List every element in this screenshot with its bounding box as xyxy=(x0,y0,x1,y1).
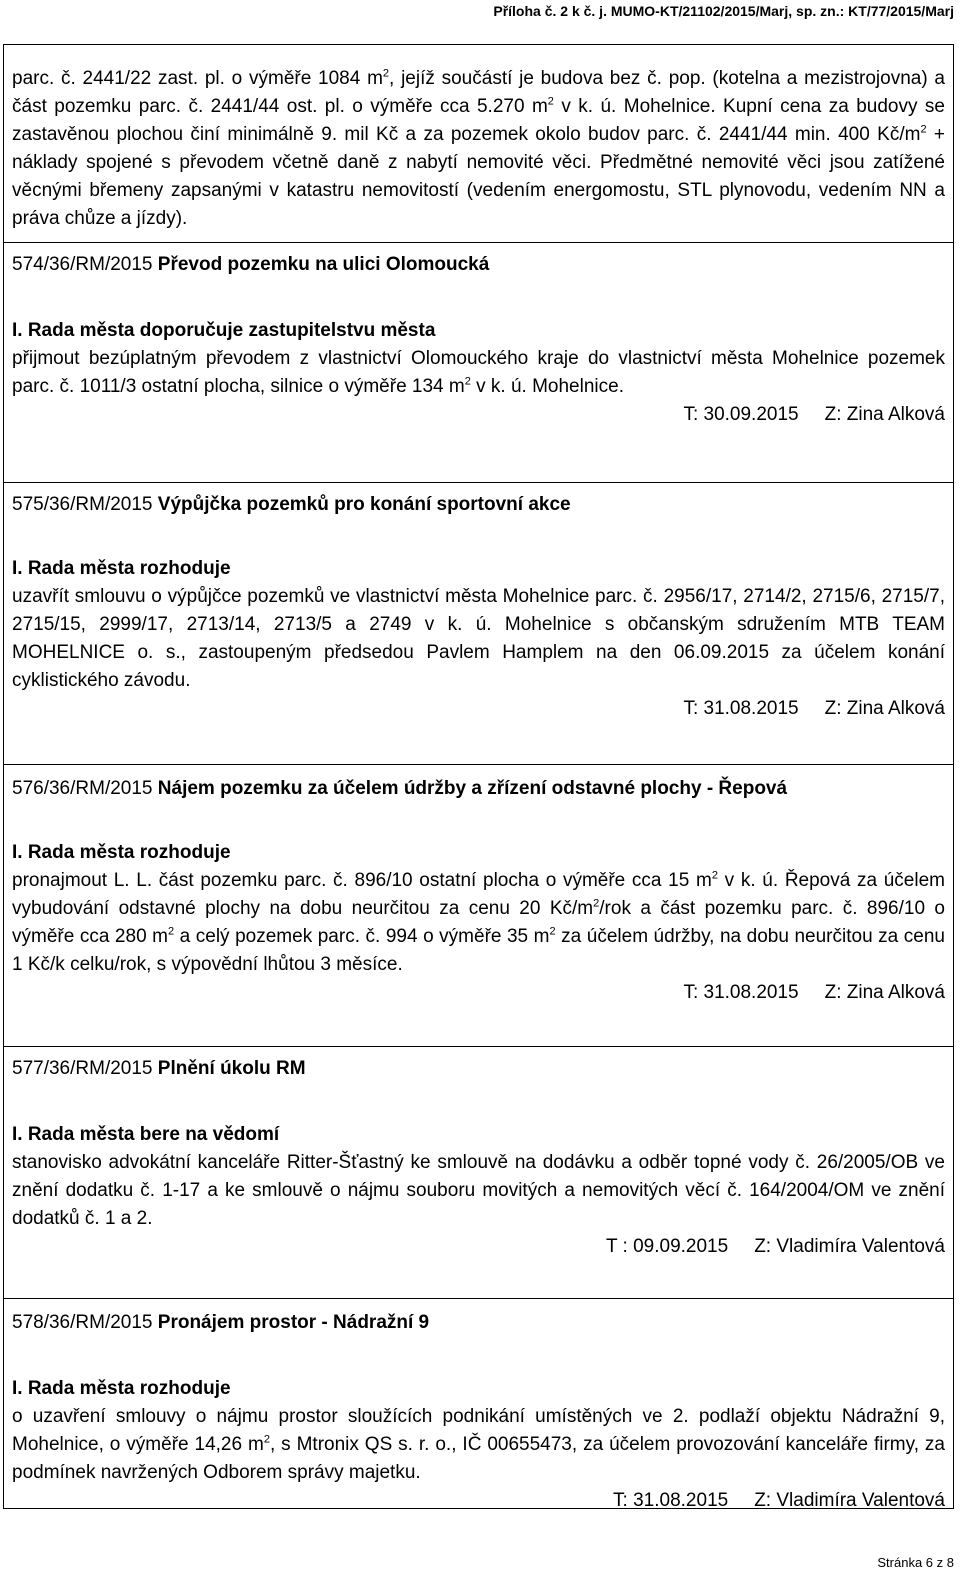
term-line xyxy=(606,1233,945,1261)
term-line xyxy=(613,1487,945,1515)
resolution-574 xyxy=(4,243,953,483)
resolution-578 xyxy=(4,1299,953,1510)
deadline: T: 30.09.2015 xyxy=(683,404,799,425)
page-number: Stránka 6 z 8 xyxy=(877,1555,954,1570)
resolution-text: pronajmout L. L. část pozemku parc. č. 896/10 ostatní plocha o výměře cca 15 $m^2$ v k. ú. Řepová za účelem vybudování odstavné plochy na dobu neurčitou za cenu 20 $Kč/m^2$/rok a část pozemku parc. č. 896/10 o výměře cca 280 $m^2$ a celý pozemek parc. č. 994 o výměře 35 $m^2$ za účelem údržby, na dobu neurčitou za cenu 1 Kč/k celku/rok, s výpovědní lhůtou 3 měsíce. xyxy=(12,869,945,975)
deadline: T: 31.08.2015 xyxy=(683,698,799,719)
resolution-576 xyxy=(4,765,953,1047)
deadline: T: 31.08.2015 xyxy=(683,982,799,1003)
responsible-person: Z: Zina Alková xyxy=(824,982,945,1003)
resolution-text: stanovisko advokátní kanceláře Ritter-Šťastný ke smlouvě na dodávku a odběr topné vody č. 26/2005/OB ve znění dodatku č. 1-17 a ke smlouvě o nájmu souboru movitých a nemovitých věcí č. 164/2004/OM ve znění dodatků č. 1 a 2. xyxy=(12,1152,945,1229)
resolution-text: uzavřít smlouvu o výpůjčce pozemků ve vlastnictví města Mohelnice parc. č. 2956/17, 2714/2, 2715/6, 2715/7, 2715/15, 2999/17, 2713/14, 2713/5 a 2749 v k. ú. Mohelnice s občanským sdružením MTB TEAM MOHELNICE o. s., zastoupeným předsedou Pavlem Hamplem na den 06.09.2015 za účelem konání cyklistického závodu. xyxy=(12,586,945,691)
term-line xyxy=(683,695,945,723)
resolutions-table xyxy=(3,44,954,1509)
deadline: T : 09.09.2015 xyxy=(606,1236,729,1257)
resolution-title: 578/36/RM/2015 Pronájem prostor - Nádražní 9 xyxy=(12,1312,430,1333)
document-reference: Příloha č. 2 k č. j. MUMO-KT/21102/2015/Marj, sp. zn.: KT/77/2015/Marj xyxy=(493,3,954,19)
resolution-575 xyxy=(4,483,953,765)
decision-heading: I. Rada města rozhoduje xyxy=(12,842,231,863)
decision-heading: I. Rada města bere na vědomí xyxy=(12,1124,280,1145)
resolution-577 xyxy=(4,1047,953,1299)
term-line xyxy=(683,979,945,1007)
resolution-title: 575/36/RM/2015 Výpůjčka pozemků pro konání sportovní akce xyxy=(12,494,571,515)
responsible-person: Z: Vladimíra Valentová xyxy=(754,1236,945,1257)
resolution-title: 576/36/RM/2015 Nájem pozemku za účelem údržby a zřízení odstavné plochy - Řepová xyxy=(12,778,788,799)
intro-block xyxy=(4,45,953,243)
responsible-person: Z: Vladimíra Valentová xyxy=(754,1490,945,1511)
resolution-title: 577/36/RM/2015 Plnění úkolu RM xyxy=(12,1058,306,1079)
decision-heading: I. Rada města rozhoduje xyxy=(12,558,231,579)
resolution-text: přijmout bezúplatným převodem z vlastnictví Olomouckého kraje do vlastnictví města Mohelnice pozemek parc. č. 1011/3 ostatní plocha, silnice o výměře 134 $m^2$ v k. ú. Mohelnice. xyxy=(12,348,945,397)
responsible-person: Z: Zina Alková xyxy=(824,404,945,425)
term-line xyxy=(683,401,945,429)
responsible-person: Z: Zina Alková xyxy=(824,698,945,719)
intro-paragraph: parc. č. 2441/22 zast. pl. o výměře 1084 $m^2$, jejíž součástí je budova bez č. pop. (kotelna a mezistrojovna) a část pozemku parc. č. 2441/44 ost. pl. o výměře cca 5.270 $m^2$ v k. ú. Mohelnice. Kupní cena za budovy se zastavěnou plochou činí minimálně 9. mil Kč a za pozemek okolo budov parc. č. 2441/44 min. 400 $Kč/m^2$ + náklady spojené s převodem včetně daně z nabytí nemovité věci. Předmětné nemovité věci jsou zatížené věcnými břemeny zapsanými v katastru nemovitostí (vedením energomostu, STL plynovodu, vedením NN a práva chůze a jízdy). xyxy=(12,67,946,229)
resolution-text: o uzavření smlouvy o nájmu prostor sloužících podnikání umístěných ve 2. podlaží objektu Nádražní 9, Mohelnice, o výměře 14,26 $m^2$, s Mtronix QS s. r. o., IČ 00655473, za účelem provozování kanceláře firmy, za podmínek navržených Odborem správy majetku. xyxy=(12,1406,945,1483)
decision-heading: I. Rada města rozhoduje xyxy=(12,1378,231,1399)
deadline: T: 31.08.2015 xyxy=(613,1490,729,1511)
decision-heading: I. Rada města doporučuje zastupitelstvu města xyxy=(12,320,436,341)
resolution-title: 574/36/RM/2015 Převod pozemku na ulici Olomoucká xyxy=(12,254,490,275)
